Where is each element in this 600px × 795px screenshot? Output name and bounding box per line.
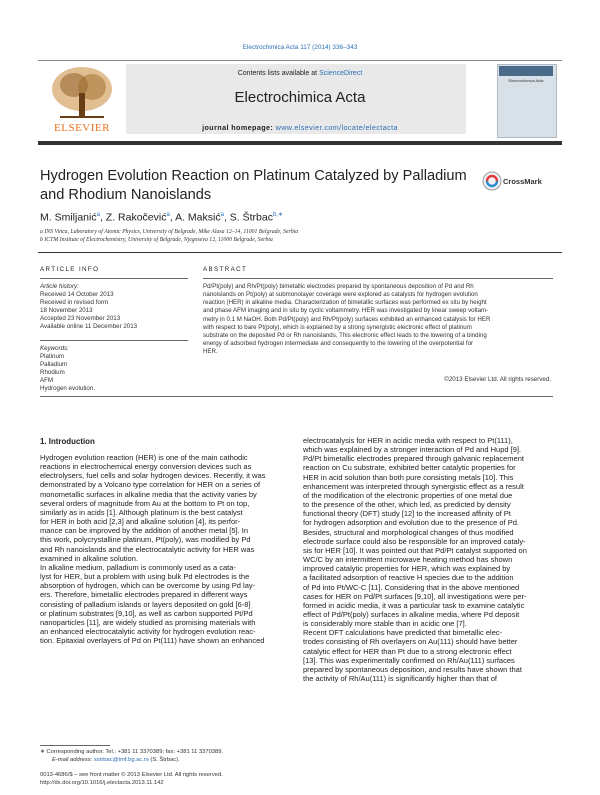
affiliation: b ICTM Institute of Electrochemistry, University of Belgrade, Njegoseva 12, 11000 Belgrade, Serbia [40, 237, 273, 243]
abstract-line: energy of adsorbed hydrogen intermediate and consequently to the lowering of the overpotential for [203, 340, 474, 348]
email-link[interactable]: sstrbac@tmf.bg.ac.rs [93, 757, 149, 763]
text-line: Recent DFT calculations have predicted that bimetallic elec- [303, 628, 503, 638]
author-name: Z. Rakočević [105, 211, 167, 224]
text-line: this work, polycrystalline platinum, Pt(poly), was modified by Pd [40, 535, 251, 545]
text-line: lyst for HER, but a problem with using bulk Pd electrodes is the [40, 572, 250, 582]
author-affil-mark[interactable]: a [220, 212, 224, 218]
text-line: for HER in both acid [2,3] and alkaline solution [4], its perfor- [40, 517, 241, 527]
section-divider [38, 252, 562, 253]
left-column-text [40, 453, 290, 645]
author-name: S. Štrbac [229, 211, 273, 224]
abstract-line: metry in 0.1 M NaOH. Both Pd/Pt(poly) and Rh/Pt(poly) surfaces exhibited an enhanced catalysis for HER [203, 315, 491, 323]
author-list: M. Smiljanić$^a$, Z. Rakočević$^a$, A. Maksić$^a$, S. Štrbac$^{b,∗}$ [40, 211, 283, 224]
copyright-notice: ©2013 Elsevier Ltd. All rights reserved. [444, 376, 551, 383]
text-line: demonstrated by a Volcano type correlation for HER on a series of [40, 480, 261, 490]
text-line: several orders of magnitude from Au at the bottom to Pt on top, [40, 498, 250, 508]
article-info-heading: ARTICLE INFO [40, 266, 100, 273]
text-line: HER in acid solution than both pure consisting metals [10]. This [303, 472, 514, 482]
text-line: a facilitated adsorption of reactive H species due to the addition [303, 573, 514, 583]
right-column-text [303, 436, 553, 683]
text-line: similarly as in acids [1]. Although platinum is the best catalyst [40, 507, 243, 517]
contents-prefix: Contents lists available at [237, 70, 318, 77]
elsevier-tree-logo-icon [40, 63, 124, 125]
text-line: sis for HER [10]. It was pointed out that Pd/Pt catalyst supported on [303, 545, 527, 555]
text-line: functional theory (DFT) study [12] to the increased affinity of Pt [303, 509, 511, 519]
cover-band [499, 66, 553, 76]
email-label: E-mail address: [52, 757, 93, 763]
keyword: Palladium [40, 361, 68, 368]
text-line: cases for HER on Pd/Pt surfaces [9,10], all investigations were per- [303, 591, 527, 601]
text-line: prepared by spontaneous deposition, and results have shown that [303, 664, 522, 674]
text-line: formed in acidic media, it was a particular task to examine catalytic [303, 600, 525, 610]
text-line: an enhanced electrocatalytic activity for hydrogen evolution reac- [40, 626, 256, 636]
text-line: examined in alkaline solution. [40, 553, 138, 563]
author-affil-mark[interactable]: a [166, 212, 170, 218]
keyword: Rhodium [40, 369, 65, 376]
text-line: consisting of palladium islands or layers deposited on gold [6-8] [40, 599, 251, 609]
text-line: absorption of hydrogen, which can be overcome by using Pd lay- [40, 581, 256, 591]
text-line: of Pd into Pt/WC-C [11]. Considering that in the above mentioned [303, 582, 520, 592]
crossmark-label: CrossMark [503, 177, 542, 186]
keyword: Platinum [40, 353, 65, 360]
text-line: [13]. This was experimentally confirmed on Rh/Au(111) surfaces [303, 655, 515, 665]
text-line: of the modification of the electronic properties of one metal due [303, 490, 513, 500]
email-note [52, 757, 180, 763]
abstract-text [203, 283, 551, 356]
text-line: Pd/Pt bimetallic electrodes prepared through galvanic replacement [303, 454, 524, 464]
abstract-line: nanoislands on Pt(poly) at submonolayer coverage were explored as catalysts for hydrogen evolution [203, 291, 478, 299]
author-affil-mark[interactable]: a [96, 212, 100, 218]
text-line: catalytic effect for HER than Pt due to a strong electronic effect [303, 646, 512, 656]
email-suffix: (S. Štrbac). [150, 757, 180, 763]
author-name: A. Maksić [175, 211, 221, 224]
text-line: and Rh nanoislands and the electrocatalytic activity for HER was [40, 544, 255, 554]
history-label: Article history: [40, 283, 79, 290]
abstract-line: substrate on the deposited Pd or Rh nanoislands. This electronic effect leads to the lowering of a binding [203, 331, 487, 339]
text-line: improved catalytic properties for HER, which was explained by [303, 564, 511, 574]
front-matter-rule [40, 396, 553, 397]
abstract-line: Pd/Pt(poly) and Rh/Pt(poly) bimetallic electrodes prepared by spontaneous deposition of Pd and Rh [203, 283, 474, 290]
history-line: Received in revised form [40, 299, 109, 306]
introduction-heading: 1. Introduction [40, 437, 95, 446]
text-line: or platinum substrates [9,10], as well as carbon supported Pt/Pd [40, 608, 253, 618]
text-line: ers. Therefore, bimetallic electrodes prepared in different ways [40, 590, 248, 600]
text-line: electrocatalysis for HER in acidic media with respect to Pt(111), [303, 436, 513, 445]
abstract-line: with respect to bare Pt(poly), which is explained by a strong synergistic electronic effect of platinum [203, 323, 472, 331]
affiliation: a INS Vinca, Laboratory of Atomic Physics, University of Belgrade, Mike Alasa 12–14, 11001 Belgrade, Serbia [40, 229, 299, 235]
journal-title: Electrochimica Acta [234, 89, 366, 106]
paper-title: Hydrogen Evolution Reaction on Platinum Catalyzed by Palladium and Rhodium Nanoislands [40, 168, 467, 203]
text-line: tion. Epitaxial overlayers of Pd on Pt(111) have shown an enhanced [40, 636, 265, 646]
journal-citation[interactable]: Electrochimica Acta 117 (2014) 336–343 [242, 44, 358, 51]
author-affil-mark[interactable]: b,∗ [272, 212, 283, 218]
publisher-name: ELSEVIER [54, 122, 110, 134]
issn-line: 0013-4686/$ – see front matter © 2013 Elsevier Ltd. All rights reserved. [40, 772, 223, 778]
keywords-rule [40, 340, 188, 341]
doi-link[interactable]: http://dx.doi.org/10.1016/j.electacta.2013.11.142 [40, 780, 164, 786]
text-line: nanoparticles [11], are widely studied as promising materials with [40, 617, 256, 627]
text-line: for hydrogen adsorption and evolution due to the presence of Pd. [303, 518, 519, 528]
text-line: reactions in electrochemical energy conversion devices such as [40, 462, 252, 472]
text-line: monometallic surfaces in alkaline media that the activity varies by [40, 489, 257, 499]
text-line: electrode surface could also be responsible for an improved cataly- [303, 536, 526, 546]
corresponding-author-note: ∗ Corresponding author. Tel.: +381 11 3370389; fax: +381 11 3370389. [40, 749, 224, 755]
abstract-heading: ABSTRACT [203, 266, 248, 273]
text-line: the activity of Rh/Au(111) is significantly higher than that of [303, 674, 497, 684]
text-line: enhancement was interpreted through synergistic effect as a result [303, 481, 524, 491]
text-line: to the presence of the other, which led, as predicted by density [303, 500, 511, 510]
text-line: electrolysers, fuel cells and solar hydrogen devices. Recently, it was [40, 471, 266, 481]
keyword: AFM [40, 377, 54, 384]
author-name: M. Smiljanić [40, 211, 97, 224]
footnote-rule [40, 745, 110, 746]
text-line: Besides, structural and morphological changes of thus modified [303, 527, 514, 537]
text-line: which was explained by a stronger interaction of Pd and Hupd [9]. [303, 445, 522, 455]
text-line: effect of Pd/Pt(poly) surfaces in alkaline media, where Pd deposit [303, 609, 520, 619]
abstract-line: HER. [203, 348, 218, 356]
text-line: is considerably more stable than in acidic one [7]. [303, 619, 467, 629]
keywords-label: Keywords: [40, 345, 69, 352]
history-line: Accepted 23 November 2013 [40, 315, 121, 322]
homepage-label: journal homepage: [202, 123, 274, 132]
sciencedirect-link[interactable]: ScienceDirect [319, 70, 363, 77]
text-line: trodes consisting of Rh overlayers on Au(111) should have better [303, 637, 518, 647]
text-line: mance can be improved by the addition of another metal [5]. In [40, 526, 249, 536]
history-line: Received 14 October 2013 [40, 291, 114, 298]
text-line: In alkaline medium, palladium is commonly used as a cata- [40, 562, 236, 572]
text-line: Hydrogen evolution reaction (HER) is one of the main cathodic [40, 453, 248, 462]
article-info-rule [40, 278, 188, 279]
homepage-url[interactable]: www.elsevier.com/locate/electacta [275, 123, 398, 132]
text-line: WC/C by an intermittent microwave heating method has shown [303, 555, 513, 565]
keyword: Hydrogen evolution. [40, 385, 96, 392]
text-line: reaction on Cu substrate, exhibited better catalytic properties for [303, 463, 516, 473]
abstract-line: reaction (HER) in alkaline media. Characterization of bimetallic surfaces was performed ex situ by height [203, 299, 487, 307]
abstract-rule [203, 278, 553, 279]
crossmark-icon[interactable] [482, 170, 552, 192]
abstract-line: and phase AFM imaging and in situ by cyclic voltammetry. HER was investigated by linear sweep voltam- [203, 307, 489, 315]
history-line: 18 November 2013 [40, 307, 93, 314]
cover-title: Electrochimica Acta [508, 78, 544, 83]
history-line: Available online 11 December 2013 [40, 323, 138, 330]
